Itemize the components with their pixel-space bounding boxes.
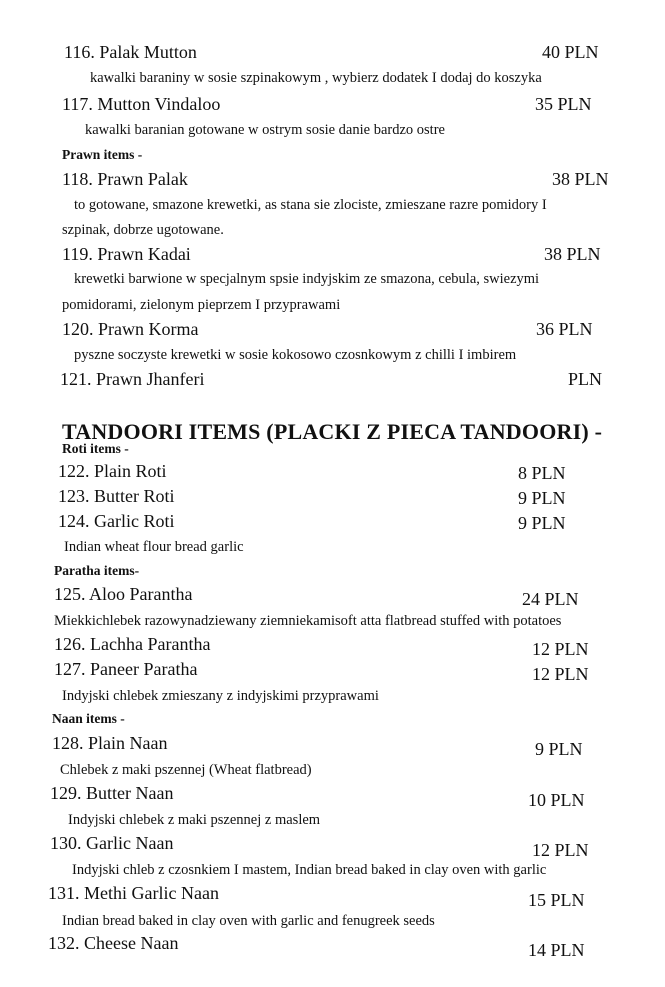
item-name: 122. Plain Roti: [58, 461, 167, 481]
item-price: 12 PLN: [532, 639, 589, 659]
item-name: 129. Butter Naan: [50, 783, 174, 803]
subsection-heading: Prawn items -: [62, 147, 143, 162]
item-name: 123. Butter Roti: [58, 486, 175, 506]
item-price: 9 PLN: [518, 513, 566, 533]
item-price: 40 PLN: [542, 42, 599, 62]
item-description: krewetki barwione w specjalnym spsie indyjskim ze smazona, cebula, swiezymi: [74, 271, 540, 287]
item-name: 132. Cheese Naan: [48, 933, 179, 953]
item-name: 131. Methi Garlic Naan: [48, 883, 219, 903]
item-price: 24 PLN: [522, 589, 579, 609]
item-description: pomidorami, zielonym pieprzem I przyprawami: [62, 297, 341, 313]
item-price: 36 PLN: [536, 319, 593, 339]
item-price: 10 PLN: [528, 790, 585, 810]
item-price: 35 PLN: [535, 94, 592, 114]
item-name: 120. Prawn Korma: [62, 319, 199, 339]
item-price: 14 PLN: [528, 940, 585, 960]
item-description: Indyjski chleb z czosnkiem I mastem, Indian bread baked in clay oven with garlic: [72, 862, 547, 878]
item-name: 126. Lachha Parantha: [54, 634, 211, 654]
item-price: 8 PLN: [518, 463, 566, 483]
item-price: 12 PLN: [532, 664, 589, 684]
item-price: 38 PLN: [552, 169, 609, 189]
item-description: kawalki baranian gotowane w ostrym sosie danie bardzo ostre: [85, 122, 445, 138]
item-name: 125. Aloo Parantha: [54, 584, 193, 604]
item-description: Chlebek z maki pszennej (Wheat flatbread): [60, 762, 312, 778]
item-description: kawalki baraniny w sosie szpinakowym , wybierz dodatek I dodaj do koszyka: [90, 70, 542, 86]
item-price: 38 PLN: [544, 244, 601, 264]
item-description: szpinak, dobrze ugotowane.: [62, 222, 224, 238]
item-description: Indyjski chlebek z maki pszennej z maslem: [68, 812, 321, 828]
item-price: 12 PLN: [532, 840, 589, 860]
item-name: 130. Garlic Naan: [50, 833, 174, 853]
item-description: Miekkichlebek razowynadziewany ziemniekamisoft atta flatbread stuffed with potatoes: [54, 613, 562, 629]
item-description: pyszne soczyste krewetki w sosie kokosowo czosnkowym z chilli I imbirem: [74, 347, 517, 363]
subsection-heading: Roti items -: [62, 441, 129, 456]
item-name: 128. Plain Naan: [52, 733, 168, 753]
item-price: 15 PLN: [528, 890, 585, 910]
item-description: Indian bread baked in clay oven with garlic and fenugreek seeds: [62, 913, 435, 929]
item-description: Indyjski chlebek zmieszany z indyjskimi przyprawami: [62, 688, 379, 704]
section-heading: TANDOORI ITEMS (PLACKI Z PIECA TANDOORI) -: [62, 419, 603, 444]
item-name: 117. Mutton Vindaloo: [62, 94, 221, 114]
item-name: 127. Paneer Paratha: [54, 659, 198, 679]
item-price: PLN: [568, 369, 603, 389]
item-price: 9 PLN: [535, 739, 583, 759]
item-description: to gotowane, smazone krewetki, as stana sie zlociste, zmieszane razre pomidory I: [74, 197, 547, 213]
item-price: 9 PLN: [518, 488, 566, 508]
subsection-heading: Naan items -: [52, 711, 125, 726]
item-description: Indian wheat flour bread garlic: [64, 539, 244, 555]
subsection-heading: Paratha items-: [54, 563, 140, 578]
item-name: 116. Palak Mutton: [64, 42, 197, 62]
item-name: 124. Garlic Roti: [58, 511, 175, 531]
item-name: 119. Prawn Kadai: [62, 244, 191, 264]
item-name: 118. Prawn Palak: [62, 169, 188, 189]
item-name: 121. Prawn Jhanferi: [60, 369, 205, 389]
